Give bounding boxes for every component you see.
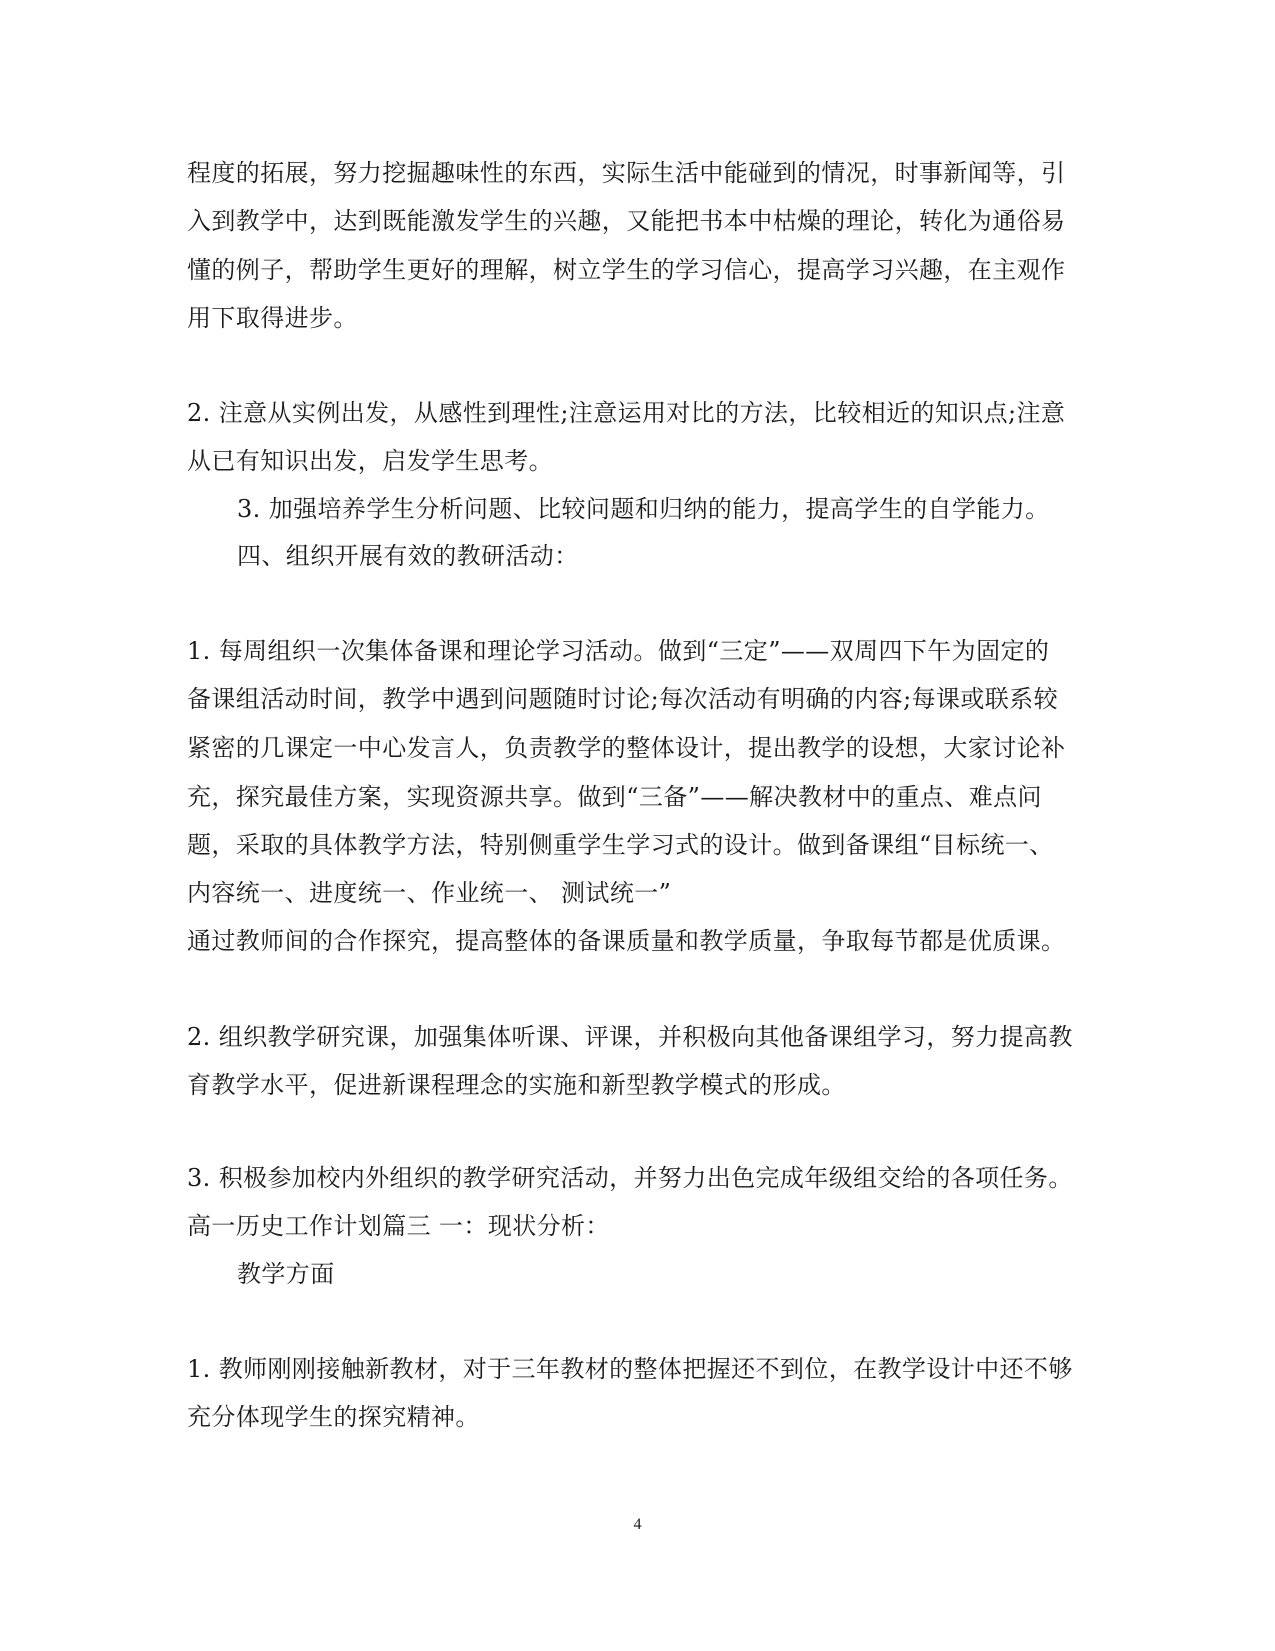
paragraph-line: 充分体现学生的探究精神。 <box>187 1403 480 1431</box>
paragraph-line: 3. 加强培养学生分析问题、比较问题和归纳的能力，提高学生的自学能力。 <box>237 495 1050 523</box>
paragraph-line: 1. 教师刚刚接触新教材，对于三年教材的整体把握还不到位，在教学设计中还不够 <box>187 1355 1073 1383</box>
section-heading: 四、组织开展有效的教研活动： <box>237 542 579 570</box>
paragraph-line: 从已有知识出发，启发学生思考。 <box>187 447 553 475</box>
paragraph-line: 紧密的几课定一中心发言人，负责教学的整体设计，提出教学的设想，大家讨论补 <box>187 734 1066 762</box>
paragraph-line: 程度的拓展，努力挖掘趣味性的东西，实际生活中能碰到的情况，时事新闻等，引 <box>187 159 1066 187</box>
paragraph-line: 入到教学中，达到既能激发学生的兴趣，又能把书本中枯燥的理论，转化为通俗易 <box>187 207 1066 235</box>
paragraph-line: 用下取得进步。 <box>187 304 358 332</box>
subsection-heading: 教学方面 <box>237 1260 335 1288</box>
paragraph-line: 2. 注意从实例出发，从感性到理性;注意运用对比的方法，比较相近的知识点;注意 <box>187 399 1066 427</box>
paragraph-line: 通过教师间的合作探究，提高整体的备课质量和教学质量，争取每节都是优质课。 <box>187 927 1066 955</box>
paragraph-line: 内容统一、进度统一、作业统一、 测试统一” <box>187 879 672 907</box>
paragraph-line: 3. 积极参加校内外组织的教学研究活动，并努力出色完成年级组交给的各项任务。 <box>187 1164 1073 1192</box>
paragraph-line: 1. 每周组织一次集体备课和理论学习活动。做到“三定”——双周四下午为固定的 <box>187 637 1050 665</box>
paragraph-line: 充，探究最佳方案，实现资源共享。做到“三备”——解决教材中的重点、难点问 <box>187 783 1042 811</box>
page-number: 4 <box>633 1516 642 1533</box>
paragraph-line: 备课组活动时间，教学中遇到问题随时讨论;每次活动有明确的内容;每课或联系较 <box>187 685 1058 713</box>
paragraph-line: 题，采取的具体教学方法，特别侧重学生学习式的设计。做到备课组“目标统一、 <box>187 831 1054 859</box>
paragraph-line: 育教学水平，促进新课程理念的实施和新型教学模式的形成。 <box>187 1071 846 1099</box>
section-heading: 高一历史工作计划篇三 一：现状分析： <box>187 1212 610 1240</box>
paragraph-line: 2. 组织教学研究课，加强集体听课、评课，并积极向其他备课组学习，努力提高教 <box>187 1023 1073 1051</box>
paragraph-line: 懂的例子，帮助学生更好的理解，树立学生的学习信心，提高学习兴趣，在主观作 <box>187 256 1066 284</box>
